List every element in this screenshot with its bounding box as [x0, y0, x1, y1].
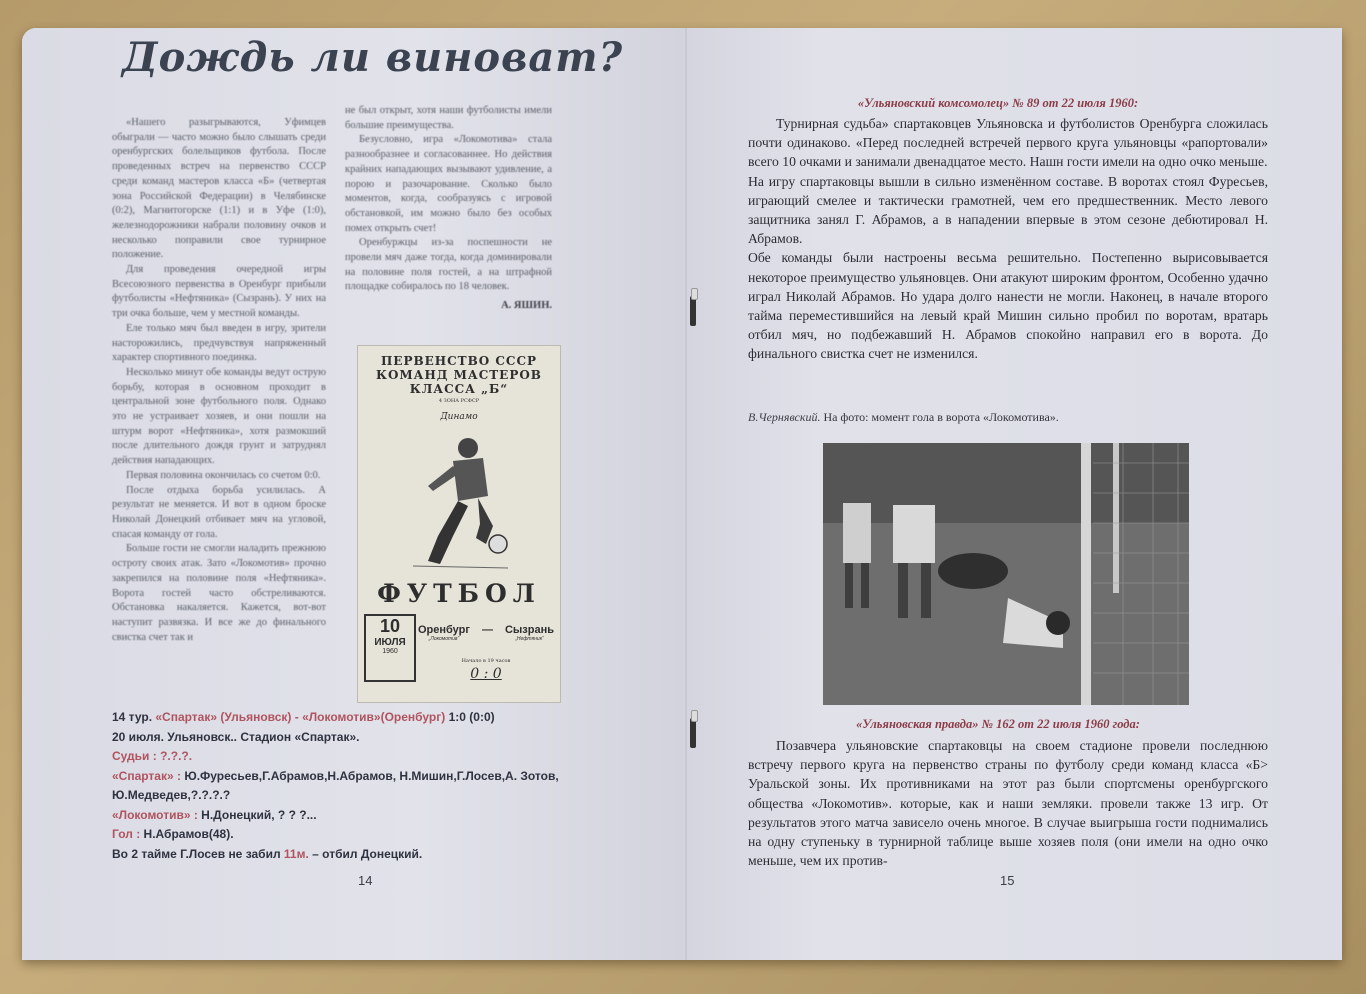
- article-column-2: [345, 104, 552, 314]
- paragraph: После отдыха борьба усилилась. А результат не меняется. И вот в одном броске Николай Донецкий отбивает мяч на угловой, спасая команду от гола.: [112, 484, 326, 540]
- article-title: Дождь ли виноват?: [122, 34, 624, 81]
- page-number-right: 15: [1000, 873, 1015, 888]
- goal-label: Гол :: [112, 827, 144, 841]
- program-start-time: Начало в 19 часов: [461, 658, 511, 664]
- paragraph: «Нашего разыгрываются, Уфимцев обыграли — часто можно было слышать среди оренбургских болельщиков футбола. После проведенных встреч на первенство СССР среди команд мастеров класса «Б» (четвертая зона Российской Федерации) в Челябинске (0:2), Магнитогорске (1:1) и в Уфе (1:0), железнодорожники набрали половину очков и несколько поправили свое турнирное положение.: [112, 117, 326, 261]
- match-referees: Судьи : ?.?.?.: [112, 749, 193, 763]
- paragraph: Безусловно, игра «Локомотива» стала разнообразнее и согласованнее. Но действия крайних нападающих вызывают удивление, а порою и разочарование. Сколько было моментов, когда, сообразуясь с игровой обстановкой, им можно было без особых помех открыть счет!: [345, 134, 552, 234]
- note-text: – отбил Донецкий.: [308, 846, 423, 861]
- program-sport-title: ФУТБОЛ: [377, 579, 541, 608]
- page-number-left: 14: [358, 873, 373, 888]
- paragraph: Первая половина окончилась со счетом 0:0.: [126, 469, 321, 481]
- staple-icon: [690, 718, 696, 748]
- program-teams: [418, 624, 554, 642]
- lokomotiv-players: Н.Донецкий, ? ? ?...: [201, 807, 317, 822]
- paragraph: Обе команды были настроены весьма решительно. Постепенно вырисовывается некоторое преимущество ульяновцев. Они атакуют широким фронтом, Особенно удачно играл Николай Абрамов. Но удара долго нанести не могли. Наконец, в начале второго тайма переместившийся на левый край Мишин сильно пробил по воротам, вратарь отбил мяч, но подбежавший Н. Абрамов спокойно направил его в ворота. До финального свистка счет не изменился.: [748, 250, 1268, 362]
- teams-label: «Спартак» (Ульяновск) - «Локомотив»(Оренбург): [155, 710, 449, 724]
- article-signature: А. ЯШИН.: [501, 300, 552, 312]
- program-dash: —: [481, 624, 493, 636]
- program-date-month: ИЮЛЯ: [374, 637, 406, 648]
- goal-line: [112, 825, 572, 845]
- program-header-line: КОМАНД МАСТЕРОВ: [376, 368, 542, 382]
- lokomotiv-label: «Локомотив» :: [112, 807, 202, 822]
- program-date-day: 10: [379, 616, 401, 636]
- home-team-name: Оренбург: [418, 624, 470, 636]
- match-summary: [112, 708, 572, 864]
- program-date-year: 1960: [382, 648, 398, 655]
- spartak-lineup: [112, 767, 572, 806]
- paragraph: Несколько минут обе команды ведут острую борьбу, которая в основном проходит в центральной зоне футбольного поля. Однако это не устраивает хозяев, и они пошли на штурм ворот «Нефтяника», хотя размокший после длительного дождя грунт и затруднял действия нападающих.: [112, 366, 326, 467]
- page-gutter: [685, 28, 687, 960]
- program-club-logo: Динамо: [440, 412, 478, 422]
- penalty-note: [112, 845, 572, 865]
- paragraph: Турнирная судьба» спартаковцев Ульяновска и футболистов Оренбурга сложилась почти одинаково. «Перед последней встречей первого круга ульяновцы «рапортовали» всего 10 очками и занимали двенадцатое место. Нашн гости имели на одно очко меньше.: [748, 116, 1268, 170]
- photo-description: На фото: момент гола в ворота «Локомотива».: [820, 410, 1059, 424]
- paragraph: Больше гости не смогли наладить прежнюю остроту своих атак. Зато «Локомотив» прочно закрепился на половине поля «Нефтяника». Ворота гостей часто обстреливаются. Обстановка накаляется. Кажется, вот-вот наступит развязка. И все же до финального свистка счет так и: [112, 543, 326, 643]
- note-text: Во 2 тайме Г.Лосев не забил: [112, 846, 284, 861]
- paragraph: Позавчера ульяновские спартаковцы на своем стадионе провели последнюю встречу первого круга на первенство страны по футболу среди команд класса «Б> Уральской зоны. Их противниками на этот раз были спортсмены оренбургского общества «Локомотив». которые, как и наши земляки. провели также 13 игр. От результатов этого матча зависело очень многое. В случае выигрыша гости поднимались на одну ступеньку в турнирной таблице выше хозяев поля (они имели на одно очко меньше, чем их против-: [748, 738, 1268, 869]
- paragraph: Оренбуржцы из-за поспешности не провели мяч даже тогда, когда доминировали на половине поля гостей, а на штрафной площадке собиралось по 18 человек.: [345, 237, 552, 293]
- photo-caption: [748, 410, 1059, 425]
- match-program-image: [357, 345, 561, 703]
- spartak-label: «Спартак» :: [112, 768, 185, 783]
- goal-scorer: Н.Абрамов(48).: [143, 827, 234, 841]
- staple-icon: [690, 296, 696, 326]
- home-club-name: „Локомотив“: [428, 636, 460, 642]
- paragraph: не был открыт, хотя наши футболисты имели большие преимущества.: [345, 105, 552, 131]
- source1-text: [748, 114, 1268, 364]
- paragraph: Для проведения очередной игры Всесоюзного первенства в Оренбург прибыли футболисты «Нефтяника» (Сызрань). У них на три очка больше, чем у местной команды.: [112, 264, 326, 320]
- program-subheader: 4 ЗОНА РСФСР: [438, 398, 480, 404]
- footballer-drawing-icon: [398, 426, 518, 576]
- program-home-team: [418, 624, 470, 642]
- lokomotiv-lineup: [112, 806, 572, 826]
- match-round-line: [112, 708, 572, 728]
- program-away-team: [505, 624, 554, 642]
- program-handwritten-score: 0 : 0: [470, 666, 502, 682]
- paragraph: Еле только мяч был введен в игру, зрители насторожились, предчувствуя напряженный характер спортивного поединка.: [112, 322, 326, 364]
- program-date-box: [364, 614, 416, 682]
- match-score: 1:0 (0:0): [448, 710, 495, 724]
- match-goal-photo: [823, 443, 1189, 705]
- source2-heading: «Ульяновская правда» № 162 от 22 июля 1960 года:: [856, 717, 1140, 731]
- program-header-line: ПЕРВЕНСТВО СССР: [380, 354, 538, 368]
- article-column-1: [112, 116, 326, 645]
- note-penalty: 11м.: [283, 846, 309, 861]
- source2-text: [748, 736, 1268, 870]
- source1-heading: «Ульяновский комсомолец» № 89 от 22 июля 1960:: [857, 96, 1139, 110]
- program-header: [358, 354, 560, 396]
- spartak-players: Ю.Фуресьев,Г.Абрамов,Н.Абрамов, Н.Мишин,Г.Лосев,А. Зотов, Ю.Медведев,?.?.?.?: [112, 768, 559, 802]
- goal-moment-photo-icon: [823, 443, 1189, 705]
- program-header-line: КЛАССА „Б“: [409, 382, 509, 396]
- paragraph: На игру спартаковцы вышли в сильно изменённом составе. В воротах стоял Фуресьев, играющий смелее и тактически грамотней, чем его предшественник. Место левого защитника занял Г. Абрамов, а в нападении впервые в этом сезоне дебютировал Н. Абрамов.: [748, 173, 1268, 247]
- round-label: 14 тур.: [112, 710, 156, 724]
- away-team-name: Сызрань: [504, 624, 554, 636]
- photo-author: В.Чернявский.: [748, 410, 821, 424]
- away-club-name: „Нефтяник“: [515, 636, 544, 642]
- match-date-venue: 20 июля. Ульяновск.. Стадион «Спартак».: [112, 729, 360, 744]
